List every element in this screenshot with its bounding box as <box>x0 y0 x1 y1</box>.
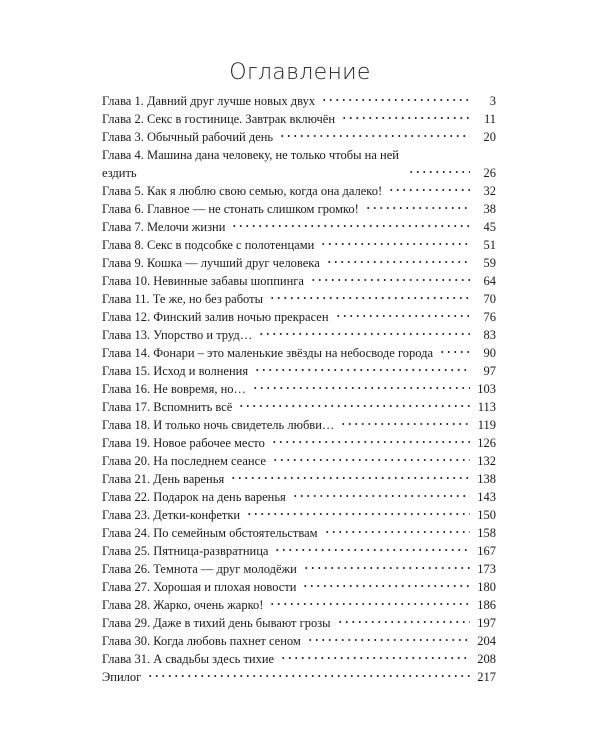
dot-leader <box>269 292 470 304</box>
toc-entry-page-number: 83 <box>483 328 496 342</box>
toc-entry-label: Глава 28. Жарко, очень жарко! <box>102 598 264 612</box>
dot-leader <box>439 346 470 358</box>
toc-entry[interactable] <box>102 488 496 506</box>
toc-entry-label: Глава 5. Как я люблю свою семью, когда она далеко! <box>102 184 383 198</box>
toc-entry-label: Глава 6. Главное — не стонать слишком громко! <box>102 202 359 216</box>
toc-entry-label: Глава 7. Мелочи жизни <box>102 220 226 234</box>
toc-entry[interactable] <box>102 272 496 290</box>
toc-entry-label: Глава 1. Давний друг лучше новых двух <box>102 94 316 108</box>
toc-entry-label: Глава 15. Исход и волнения <box>102 364 249 378</box>
toc-entry-label: Глава 16. Не вовремя, но… <box>102 382 247 396</box>
toc-entry[interactable] <box>102 362 496 380</box>
toc-entry-label: Глава 14. Фонари – это маленькие звёзды на небосводе города <box>102 346 434 360</box>
toc-entry-page-number: 64 <box>483 274 496 288</box>
toc-entry-page-number: 70 <box>483 292 496 306</box>
toc-entry-label: Глава 13. Упорство и труд… <box>102 328 253 342</box>
toc-entry-page-number: 20 <box>483 130 496 144</box>
dot-leader <box>302 580 470 592</box>
dot-leader <box>230 472 470 484</box>
toc-entry-page-number: 76 <box>483 310 496 324</box>
dot-leader <box>335 310 470 322</box>
dot-leader <box>324 526 470 538</box>
toc-entry[interactable] <box>102 416 496 434</box>
toc-entry-label: Глава 9. Кошка — лучший друг человека <box>102 256 320 270</box>
dot-leader <box>258 328 470 340</box>
toc-entry[interactable] <box>102 254 496 272</box>
toc-entry-label: Глава 20. На последнем сеансе <box>102 454 266 468</box>
dot-leader <box>310 274 470 286</box>
toc-entry-page-number: 167 <box>477 544 496 558</box>
toc-entry[interactable] <box>102 452 496 470</box>
toc-entry[interactable] <box>102 344 496 362</box>
toc-entry[interactable] <box>102 524 496 542</box>
toc-entry-page-number: 38 <box>483 202 496 216</box>
toc-entry[interactable] <box>102 614 496 632</box>
toc-entry-page-number: 204 <box>477 634 496 648</box>
dot-leader <box>279 130 470 142</box>
toc-entry[interactable] <box>102 200 496 218</box>
toc-entry[interactable] <box>102 110 496 128</box>
toc-entry-page-number: 97 <box>483 364 496 378</box>
toc-entry[interactable] <box>102 506 496 524</box>
dot-leader <box>337 616 470 628</box>
toc-entry-label: Глава 18. И только ночь свидетель любви… <box>102 418 335 432</box>
toc-entry-page-number: 103 <box>477 382 496 396</box>
toc-entry[interactable] <box>102 470 496 488</box>
dot-leader <box>246 508 470 520</box>
toc-entry[interactable] <box>102 326 496 344</box>
dot-leader <box>274 544 470 556</box>
toc-entry-page-number: 173 <box>477 562 496 576</box>
toc-entry[interactable] <box>102 668 496 686</box>
dot-leader <box>252 382 470 394</box>
toc-entry-label: Глава 22. Подарок на день варенья <box>102 490 286 504</box>
dot-leader <box>271 436 470 448</box>
dot-leader <box>388 184 470 196</box>
toc-entry-page-number: 51 <box>483 238 496 252</box>
toc-entry[interactable] <box>102 434 496 452</box>
dot-leader <box>340 418 470 430</box>
dot-leader <box>269 598 470 610</box>
toc-entry-page-number: 138 <box>477 472 496 486</box>
toc-entry-page-number: 132 <box>477 454 496 468</box>
toc-entry-label: Глава 3. Обычный рабочий день <box>102 130 274 144</box>
toc-entry[interactable] <box>102 236 496 254</box>
dot-leader <box>320 238 470 250</box>
toc-entry[interactable] <box>102 560 496 578</box>
toc-entry-label: Глава 19. Новое рабочее место <box>102 436 265 450</box>
dot-leader <box>408 166 470 178</box>
toc-entry[interactable] <box>102 632 496 650</box>
toc-entry-page-number: 208 <box>477 652 496 666</box>
toc-entry[interactable] <box>102 218 496 236</box>
toc-entry-page-number: 180 <box>477 580 496 594</box>
dot-leader <box>341 112 470 124</box>
toc-entry-label: Глава 26. Темнота — друг молодёжи <box>102 562 297 576</box>
dot-leader <box>280 652 470 664</box>
toc-entry-page-number: 119 <box>477 418 496 432</box>
toc-entry-page-number: 3 <box>489 94 496 108</box>
dot-leader <box>272 454 470 466</box>
dot-leader <box>254 364 470 376</box>
dot-leader <box>365 202 470 214</box>
toc-entry[interactable] <box>102 182 496 200</box>
table-of-contents <box>102 92 496 686</box>
toc-entry-page-number: 45 <box>483 220 496 234</box>
toc-entry-label: Глава 31. А свадьбы здесь тихие <box>102 652 275 666</box>
toc-entry[interactable] <box>102 542 496 560</box>
toc-entry-page-number: 197 <box>477 616 496 630</box>
toc-entry-label: Глава 24. По семейным обстоятельствам <box>102 526 318 540</box>
toc-entry[interactable] <box>102 650 496 668</box>
toc-entry-label: Глава 10. Невинные забавы шоппинга <box>102 274 304 288</box>
toc-entry-page-number: 186 <box>477 598 496 612</box>
toc-entry[interactable] <box>102 146 496 182</box>
dot-leader <box>307 634 470 646</box>
toc-entry-page-number: 150 <box>477 508 496 522</box>
toc-entry-label: Глава 27. Хорошая и плохая новости <box>102 580 297 594</box>
toc-entry[interactable] <box>102 128 496 146</box>
toc-entry-label: Эпилог <box>102 670 142 684</box>
toc-entry-label: Глава 23. Детки-конфетки <box>102 508 241 522</box>
toc-entry-page-number: 143 <box>477 490 496 504</box>
toc-entry-page-number: 59 <box>483 256 496 270</box>
dot-leader <box>321 94 470 106</box>
dot-leader <box>326 256 470 268</box>
toc-entry-label: Глава 12. Финский залив ночью прекрасен <box>102 310 329 324</box>
toc-entry-page-number: 126 <box>477 436 496 450</box>
toc-entry[interactable] <box>102 92 496 110</box>
toc-entry-label: Глава 2. Секс в гостинице. Завтрак включён <box>102 112 336 126</box>
toc-entry-label: Глава 8. Секс в подсобке с полотенцами <box>102 238 315 252</box>
toc-entry[interactable] <box>102 308 496 326</box>
toc-entry[interactable] <box>102 398 496 416</box>
toc-entry-page-number: 90 <box>483 346 496 360</box>
toc-entry[interactable] <box>102 290 496 308</box>
toc-entry-label: Глава 11. Те же, но без работы <box>102 292 263 306</box>
toc-entry-page-number: 217 <box>477 670 496 684</box>
toc-entry-label: Глава 21. День варенья <box>102 472 225 486</box>
toc-entry-page-number: 158 <box>477 526 496 540</box>
toc-title: Оглавление <box>229 60 371 85</box>
dot-leader <box>303 562 470 574</box>
toc-entry[interactable] <box>102 596 496 614</box>
toc-entry-page-number: 11 <box>483 112 496 126</box>
dot-leader <box>231 220 470 232</box>
toc-entry-label: Глава 30. Когда любовь пахнет сеном <box>102 634 301 648</box>
toc-entry[interactable] <box>102 578 496 596</box>
toc-entry-label: Глава 4. Машина дана человеку, не только чтобы на ней ездить <box>102 148 399 180</box>
toc-entry-page-number: 32 <box>483 184 496 198</box>
toc-entry-label: Глава 25. Пятница-развратница <box>102 544 269 558</box>
toc-entry-page-number: 26 <box>483 166 496 180</box>
toc-entry-label: Глава 17. Вспомнить всё <box>102 400 233 414</box>
dot-leader <box>147 670 470 682</box>
toc-entry-page-number: 113 <box>477 400 496 414</box>
toc-entry[interactable] <box>102 380 496 398</box>
toc-entry-label: Глава 29. Даже в тихий день бывают грозы <box>102 616 331 630</box>
dot-leader <box>238 400 470 412</box>
dot-leader <box>292 490 470 502</box>
